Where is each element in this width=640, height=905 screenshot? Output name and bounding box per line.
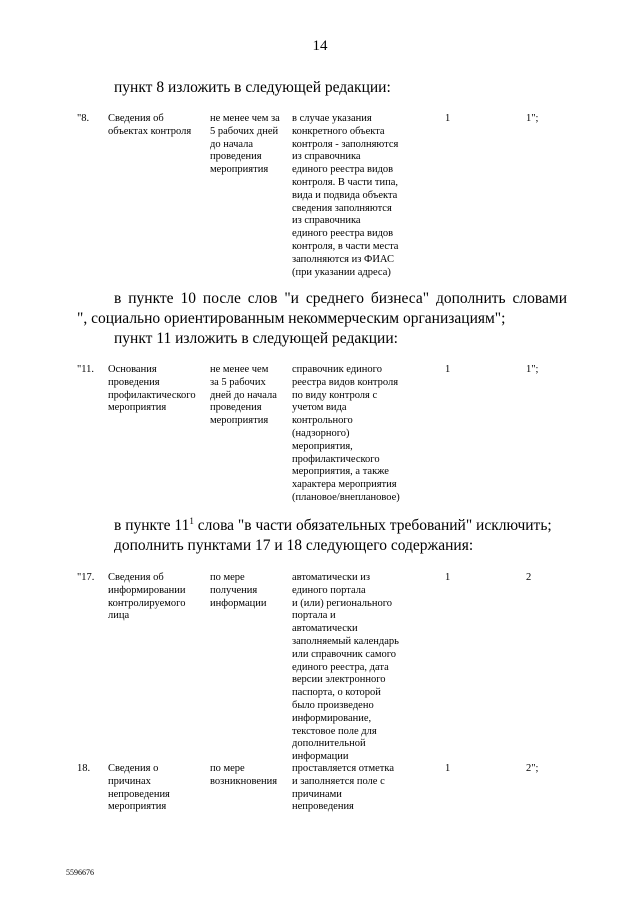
row-col5: 1: [445, 572, 451, 583]
cell-line: реестра видов контроля: [292, 376, 399, 388]
row-name: [108, 364, 196, 415]
cell-line: 5 рабочих дней: [210, 125, 279, 137]
cell-line: автоматически: [292, 623, 358, 635]
cell-line: мероприятия: [108, 402, 167, 414]
row-number: 18.: [77, 763, 91, 774]
paragraph-add-items: дополнить пунктами 17 и 18 следующего содержания:: [114, 537, 474, 554]
cell-line: из справочника: [292, 151, 361, 163]
cell-line: текстовое поле для: [292, 725, 377, 737]
row-number: "8.: [77, 113, 90, 124]
cell-line: по мере: [210, 763, 245, 774]
page-number: 14: [312, 38, 328, 54]
row-col6: 1";: [526, 364, 539, 375]
cell-line: Основания: [108, 364, 157, 375]
row-source: [292, 364, 400, 505]
cell-line: непроведения: [292, 801, 354, 813]
cell-line: версии электронного: [292, 674, 386, 686]
cell-line: учетом вида: [292, 402, 347, 414]
cell-line: проведения: [210, 151, 262, 163]
cell-line: портала и: [292, 610, 336, 622]
cell-line: мероприятия: [210, 164, 269, 176]
row-number: "11.: [77, 364, 95, 375]
paragraph-item-11-1-sup: 1: [189, 515, 194, 526]
cell-line: контрольного: [292, 415, 353, 427]
row-number: "17.: [77, 572, 95, 583]
row-source: [292, 763, 394, 814]
cell-line: по виду контроля с: [292, 389, 378, 401]
row-term: [210, 113, 280, 177]
row-col5: 1: [445, 113, 451, 124]
cell-line: единого портала: [292, 584, 366, 596]
row-col5: 1: [445, 763, 451, 774]
cell-line: лица: [108, 610, 130, 622]
cell-line: контролируемого: [108, 597, 186, 609]
row-source: [292, 113, 398, 279]
cell-line: заполняемый календарь: [292, 635, 399, 647]
cell-line: информирование,: [292, 712, 372, 724]
cell-line: Сведения об: [108, 572, 164, 583]
row-col5: 1: [445, 364, 451, 375]
cell-line: Сведения о: [108, 763, 159, 774]
cell-line: контроля. В части типа,: [292, 176, 399, 188]
cell-line: проведения: [210, 402, 262, 414]
paragraph-item-10-line1: в пункте 10 после слов "и среднего бизнеса" дополнить словами: [114, 290, 567, 307]
cell-line: дополнительной: [292, 738, 366, 750]
row-col6: 1";: [526, 113, 539, 124]
cell-line: сведения заполняются: [292, 202, 392, 214]
cell-line: было произведено: [292, 699, 374, 711]
cell-line: или справочник самого: [292, 648, 397, 660]
cell-line: информировании: [108, 584, 186, 596]
row-source: [292, 572, 399, 764]
cell-line: и (или) регионального: [292, 597, 392, 609]
cell-line: дней до начала: [210, 389, 277, 401]
cell-line: автоматически из: [292, 572, 371, 583]
cell-line: единого реестра, дата: [292, 661, 389, 673]
paragraph-item-11-1-after: слова "в части обязательных требований" исключить;: [193, 517, 552, 534]
cell-line: профилактического: [108, 389, 196, 401]
row-col6: 2: [526, 572, 532, 583]
cell-line: проставляется отметка: [292, 763, 394, 774]
cell-line: справочник единого: [292, 364, 382, 375]
cell-line: характера мероприятия: [292, 479, 397, 491]
cell-line: мероприятия,: [292, 440, 353, 452]
cell-line: профилактического: [292, 453, 380, 465]
cell-line: возникновения: [210, 775, 278, 787]
cell-line: контроля - заполняются: [292, 138, 399, 150]
cell-line: мероприятия, а также: [292, 466, 389, 478]
cell-line: (при указании адреса): [292, 266, 391, 278]
cell-line: информации: [292, 751, 349, 763]
cell-line: конкретного объекта: [292, 125, 385, 137]
cell-line: мероприятия: [210, 415, 269, 427]
cell-line: паспорта, о которой: [292, 687, 381, 699]
paragraph-item-10-line2: ", социально ориентированным некоммерческим организациям";: [77, 310, 506, 327]
cell-line: объектах контроля: [108, 125, 192, 137]
document-code: 5596676: [66, 868, 94, 877]
row-name: [108, 113, 191, 139]
cell-line: из справочника: [292, 215, 361, 227]
paragraph-item-11-1: [114, 516, 552, 536]
cell-line: единого реестра видов: [292, 164, 394, 176]
row-term: [210, 572, 266, 610]
paragraph-item-11-1-before: в пункте 11: [114, 517, 190, 534]
row-col6: 2";: [526, 763, 539, 774]
row-name: [108, 572, 185, 623]
cell-line: не менее чем: [210, 364, 269, 375]
cell-line: в случае указания: [292, 113, 372, 124]
cell-line: мероприятия: [108, 801, 167, 813]
row-term: [210, 364, 277, 428]
cell-line: непроведения: [108, 788, 170, 800]
paragraph-item-8: пункт 8 изложить в следующей редакции:: [114, 79, 391, 96]
cell-line: причинами: [292, 788, 342, 800]
cell-line: и заполняется поле с: [292, 775, 385, 787]
cell-line: причинах: [108, 775, 151, 787]
cell-line: вида и подвида объекта: [292, 189, 398, 201]
row-term: [210, 763, 277, 789]
cell-line: за 5 рабочих: [210, 376, 266, 388]
cell-line: до начала: [210, 138, 254, 150]
cell-line: контроля, в части места: [292, 240, 399, 252]
cell-line: по мере: [210, 572, 245, 583]
cell-line: не менее чем за: [210, 113, 280, 124]
row-name: [108, 763, 170, 814]
cell-line: (надзорного): [292, 427, 350, 439]
cell-line: заполняются из ФИАС: [292, 253, 394, 265]
cell-line: проведения: [108, 376, 160, 388]
paragraph-item-11: пункт 11 изложить в следующей редакции:: [114, 330, 398, 347]
cell-line: получения: [210, 584, 258, 596]
cell-line: Сведения об: [108, 113, 164, 124]
cell-line: информации: [210, 597, 267, 609]
cell-line: единого реестра видов: [292, 228, 394, 240]
cell-line: (плановое/внеплановое): [292, 491, 400, 503]
